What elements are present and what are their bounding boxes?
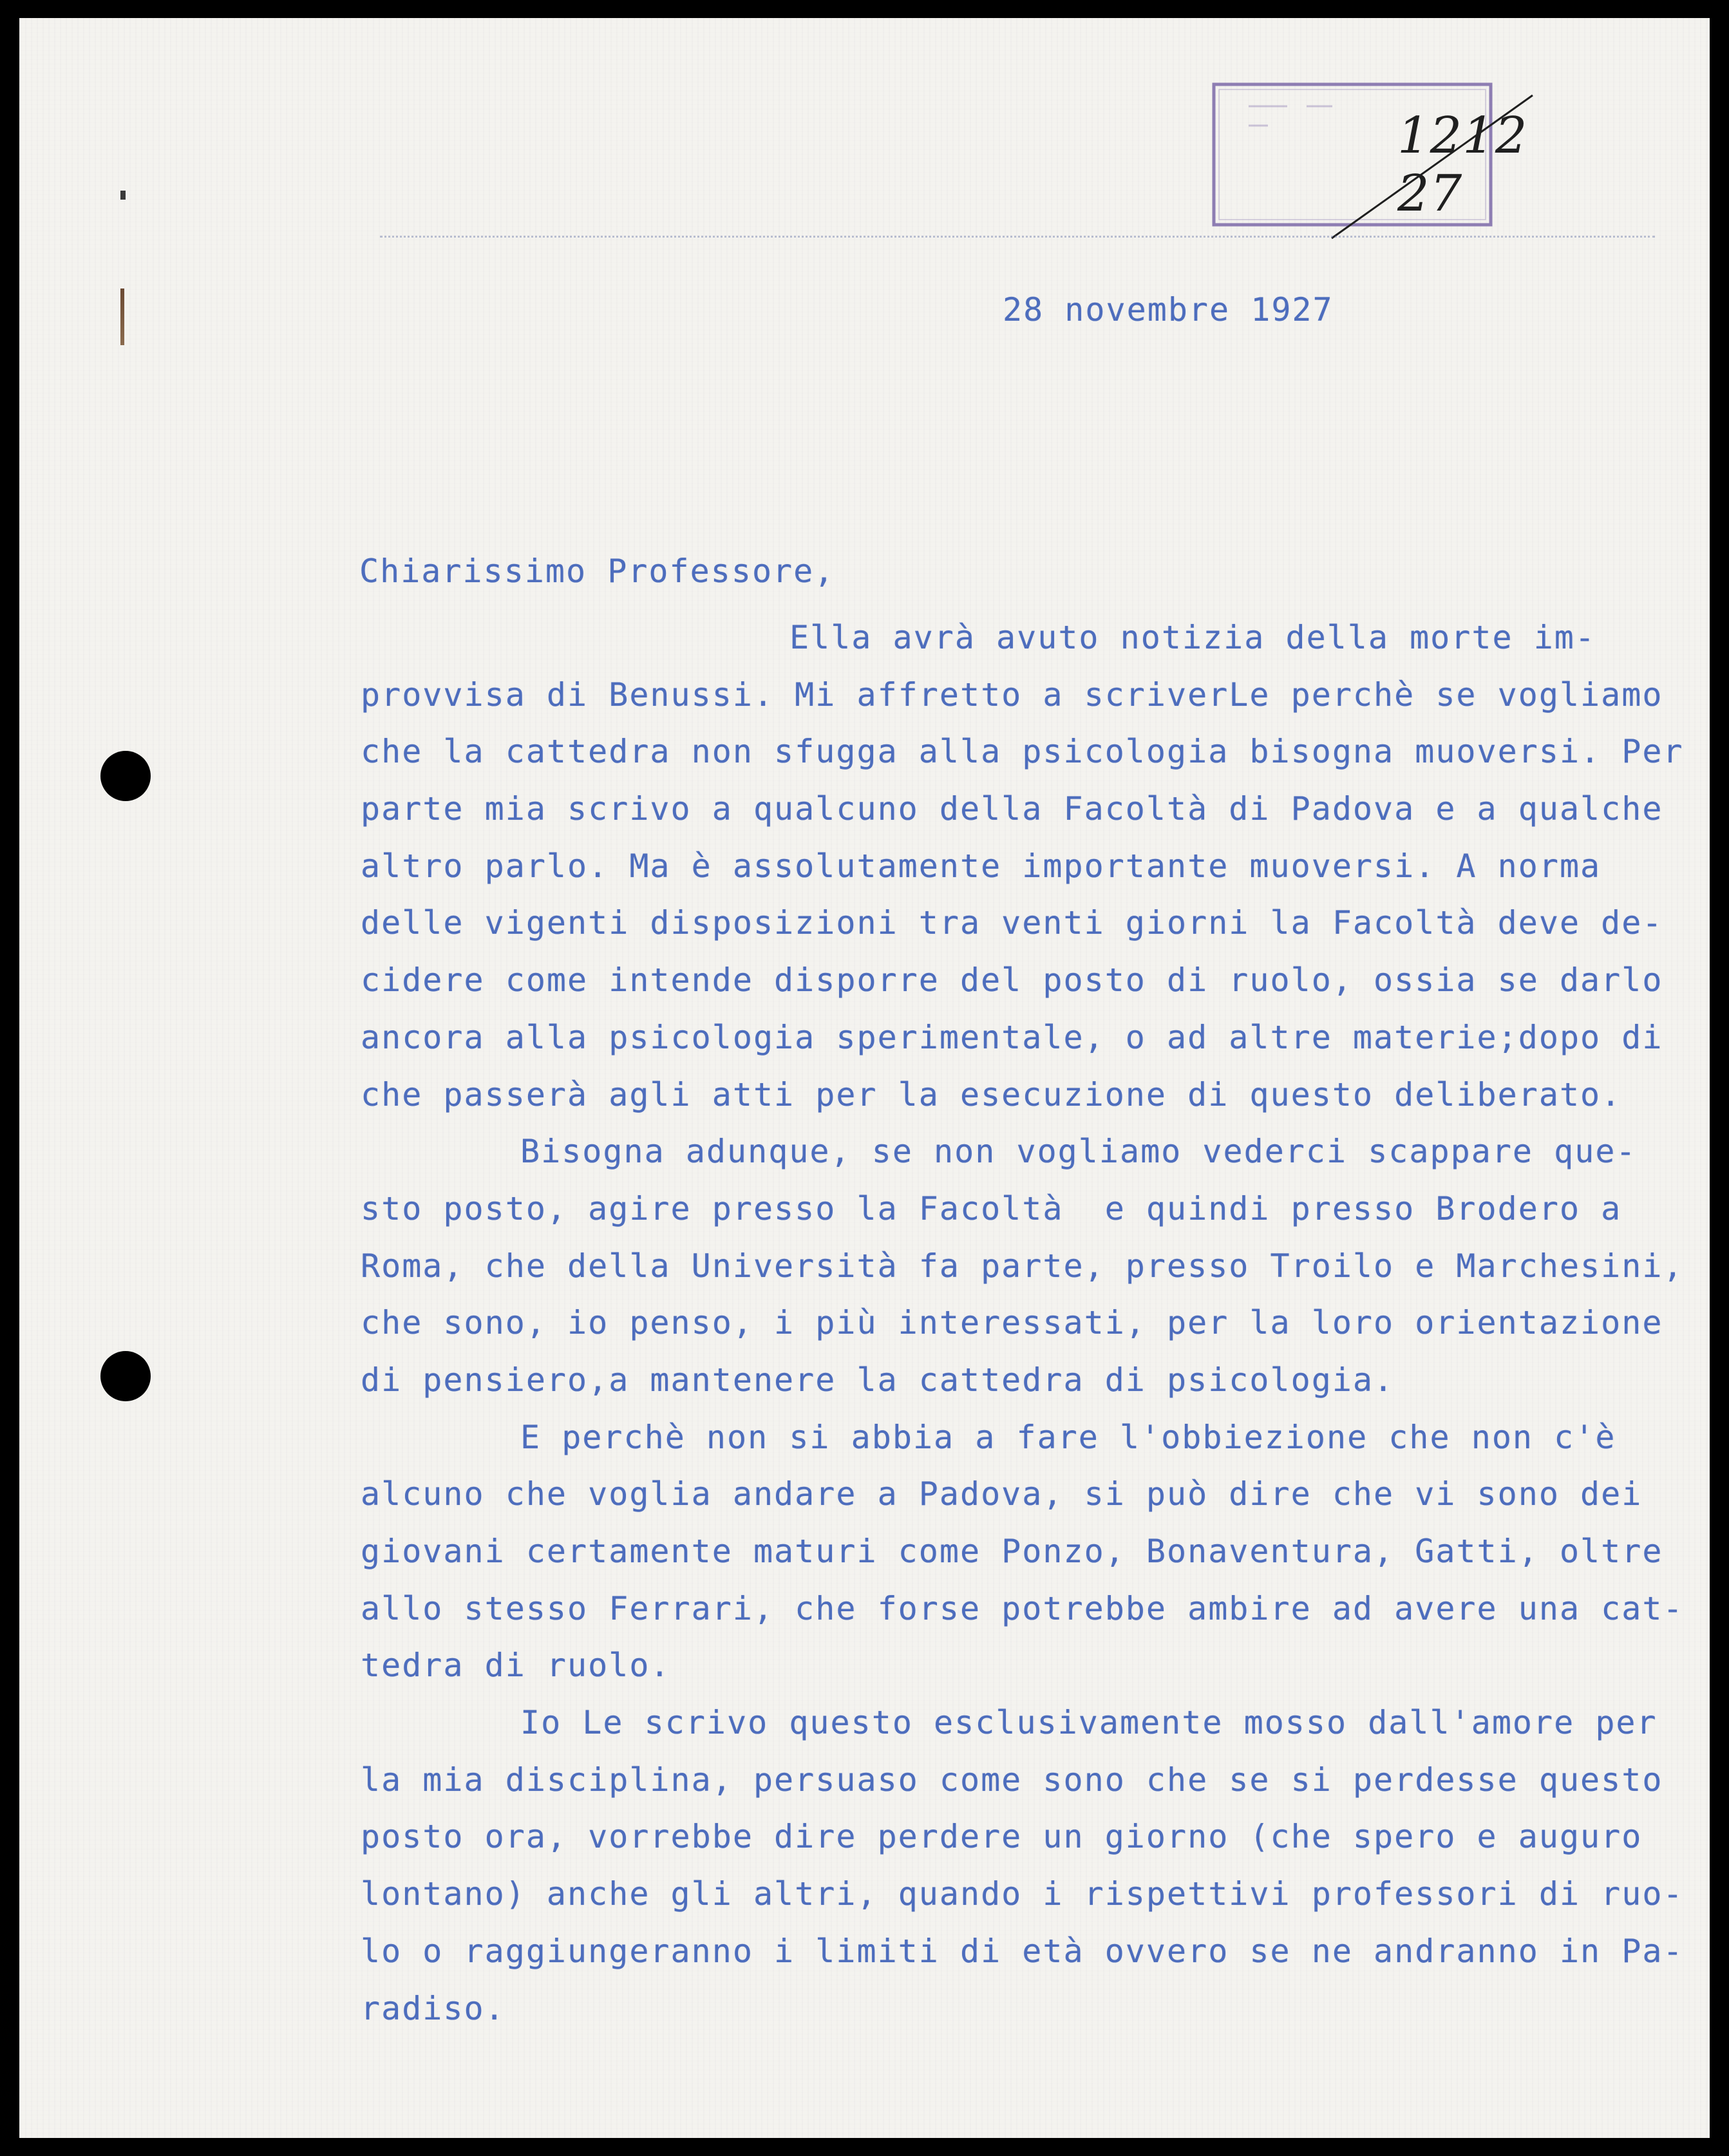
letter-page (19, 18, 1710, 2138)
body-line: Roma, che della Università fa parte, presso Troilo e Marchesini, (361, 1247, 1684, 1285)
body-line: cidere come intende disporre del posto di ruolo, ossia se darlo (361, 961, 1663, 999)
body-line: lo o raggiungeranno i limiti di età ovvero se ne andranno in Pa- (361, 1932, 1684, 1970)
body-line: provvisa di Benussi. Mi affretto a scriverLe perchè se vogliamo (361, 676, 1663, 714)
margin-mark (120, 191, 126, 200)
punch-hole-bottom (100, 1351, 151, 1401)
punch-hole-top (100, 751, 151, 801)
letter-date: 28 novembre 1927 (1003, 291, 1334, 328)
body-line: che sono, io penso, i più interessati, per la loro orientazione (361, 1304, 1663, 1342)
body-line: lontano) anche gli altri, quando i rispettivi professori di ruo- (361, 1875, 1684, 1913)
body-line: E perchè non si abbia a fare l'obbiezione che non c'è (520, 1418, 1616, 1456)
body-line: parte mia scrivo a qualcuno della Facoltà di Padova e a qualche (361, 790, 1663, 828)
body-line: radiso. (361, 1989, 505, 2027)
body-line: ancora alla psicologia sperimentale, o ad altre materie;dopo di (361, 1018, 1663, 1056)
body-line: sto posto, agire presso la Facoltà e quindi presso Brodero a (361, 1189, 1622, 1227)
margin-pencil-mark (120, 288, 124, 345)
body-line: giovani certamente maturi come Ponzo, Bonaventura, Gatti, oltre (361, 1533, 1663, 1570)
body-line: che passerà agli atti per la esecuzione di questo deliberato. (361, 1075, 1622, 1113)
body-line: Bisogna adunque, se non vogliamo vederci scappare que- (520, 1133, 1637, 1171)
body-line: Ella avrà avuto notizia della morte im- (789, 619, 1596, 656)
salutation: Chiarissimo Professore, (359, 553, 835, 590)
body-line: Io Le scrivo questo esclusivamente mosso dall'amore per (520, 1704, 1658, 1742)
header-dotted-rule (380, 236, 1655, 238)
body-line: altro parlo. Ma è assolutamente importante muoversi. A norma (361, 847, 1601, 885)
body-line: alcuno che voglia andare a Padova, si può dire che vi sono dei (361, 1475, 1643, 1513)
body-line: che la cattedra non sfugga alla psicologia bisogna muoversi. Per (361, 733, 1684, 771)
archive-number: 1212 (1397, 107, 1528, 165)
body-line: allo stesso Ferrari, che forse potrebbe ambire ad avere una cat- (361, 1589, 1684, 1627)
letter-body (361, 609, 1684, 2037)
body-line: delle vigenti disposizioni tra venti giorni la Facoltà deve de- (361, 904, 1663, 942)
archive-suffix: 27 (1397, 165, 1463, 223)
body-line: la mia disciplina, persuaso come sono che se si perdesse questo (361, 1761, 1663, 1799)
archive-reference (1397, 107, 1668, 223)
body-line: tedra di ruolo. (361, 1647, 671, 1685)
body-line: di pensiero,a mantenere la cattedra di psicologia. (361, 1361, 1395, 1399)
body-line: posto ora, vorrebbe dire perdere un giorno (che spero e auguro (361, 1818, 1643, 1856)
